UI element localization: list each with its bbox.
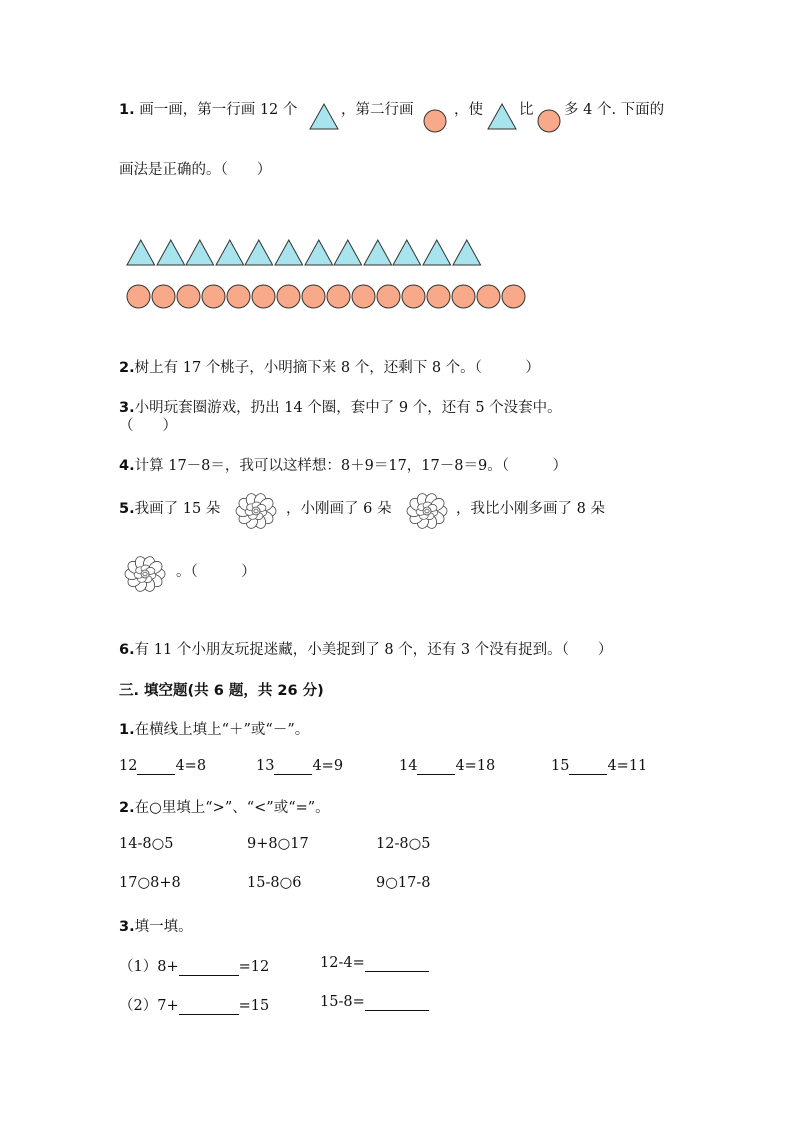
fill-question-3 — [119, 915, 193, 936]
triangle-icon — [185, 239, 215, 265]
answer-blank[interactable] — [179, 959, 239, 976]
question-5-text-a: 我画了 15 朵 — [134, 501, 221, 517]
fill-item — [320, 955, 429, 972]
circle-icon — [423, 109, 447, 133]
answer-blank[interactable] — [179, 998, 239, 1015]
fill-item — [320, 994, 429, 1011]
triangle-icon — [392, 239, 422, 265]
compare-item[interactable]: 17○8+8 — [119, 875, 181, 891]
triangle-icon — [333, 239, 363, 265]
blank-equation — [256, 758, 343, 775]
question-number: 4. — [119, 458, 135, 474]
equation-right: 4=9 — [312, 758, 344, 774]
question-6-text: 有 11 个小朋友玩捉迷藏，小美捉到了 8 个，还有 3 个没有捉到。（ ） — [134, 642, 613, 658]
compare-item[interactable]: 14-8○5 — [119, 836, 174, 852]
circle-icon — [476, 284, 501, 309]
circle-icon — [537, 109, 561, 133]
circle-icon — [251, 284, 276, 309]
fill-item — [119, 955, 269, 976]
equation-right: 4=11 — [607, 758, 648, 774]
fill-item-after: =15 — [238, 998, 270, 1014]
question-4-text: 计算 17－8＝，我可以这样想：8＋9＝17，17－8＝9。（ ） — [134, 458, 567, 474]
blank-equation — [119, 758, 206, 775]
fill-item-label: （1）8+ — [119, 959, 179, 975]
question-1-text-c: ，使 — [454, 102, 483, 118]
question-3-paren: （ ） — [119, 418, 177, 434]
circle-icon — [176, 284, 201, 309]
blank-equation — [399, 758, 495, 775]
question-4 — [119, 454, 567, 475]
answer-blank[interactable] — [274, 758, 312, 775]
fill-item — [119, 994, 269, 1015]
question-2-text: 树上有 17 个桃子，小明摘下来 8 个，还剩下 8 个。（ ） — [134, 360, 540, 376]
triangle-icon — [487, 103, 517, 130]
circle-icon — [401, 284, 426, 309]
triangle-icon — [126, 239, 156, 265]
blank-equation — [551, 758, 647, 775]
question-number: 3. — [119, 919, 135, 935]
compare-item[interactable]: 15-8○6 — [247, 875, 302, 891]
circle-icon — [501, 284, 526, 309]
circle-icon — [326, 284, 351, 309]
circle-icon — [426, 284, 451, 309]
answer-blank[interactable] — [569, 758, 607, 775]
triangle-icon — [422, 239, 452, 265]
compare-item[interactable]: 9+8○17 — [247, 836, 309, 852]
equation-left: 13 — [256, 758, 275, 774]
question-1-line-1 — [119, 98, 297, 119]
triangle-icon — [274, 239, 304, 265]
fill-item-right: 15-8= — [320, 994, 365, 1010]
question-number: 2. — [119, 360, 135, 376]
question-6 — [119, 638, 612, 659]
fill-question-3-text: 填一填。 — [134, 919, 193, 935]
circle-icon — [451, 284, 476, 309]
circle-row — [126, 284, 526, 309]
circle-icon — [301, 284, 326, 309]
equation-left: 15 — [551, 758, 570, 774]
triangle-icon — [156, 239, 186, 265]
question-5-text-c: ，我比小刚多画了 8 朵 — [456, 501, 605, 517]
question-1-text-e: 多 4 个. 下面的 — [564, 102, 665, 118]
question-1-text-b: ，第二行画 — [341, 102, 414, 118]
compare-item[interactable]: 9○17-8 — [376, 875, 431, 891]
triangle-icon — [452, 239, 482, 265]
question-3 — [119, 396, 562, 417]
circle-icon — [276, 284, 301, 309]
circle-icon — [351, 284, 376, 309]
compare-item[interactable]: 12-8○5 — [376, 836, 431, 852]
question-number: 1. — [119, 102, 135, 118]
question-1-text-a: 画一画，第一行画 12 个 — [139, 102, 298, 118]
fill-question-1 — [119, 718, 309, 739]
triangle-icon — [304, 239, 334, 265]
question-1-line-2: 画法是正确的。（ ） — [119, 162, 272, 178]
fill-question-1-text: 在横线上填上“＋”或“－”。 — [134, 722, 310, 738]
question-5-line-2: 。（ ） — [176, 564, 256, 580]
triangle-icon — [309, 103, 339, 130]
answer-blank[interactable] — [137, 758, 175, 775]
question-number: 6. — [119, 642, 135, 658]
circle-icon — [201, 284, 226, 309]
circle-icon — [126, 284, 151, 309]
answer-blank[interactable] — [365, 994, 429, 1011]
equation-left: 14 — [399, 758, 418, 774]
fill-question-2 — [119, 796, 330, 817]
triangle-row — [126, 239, 481, 265]
answer-blank[interactable] — [417, 758, 455, 775]
circle-icon — [151, 284, 176, 309]
flower-icon — [232, 490, 280, 534]
fill-item-after: =12 — [238, 959, 270, 975]
triangle-icon — [215, 239, 245, 265]
question-3-text: 小明玩套圈游戏，扔出 14 个圈，套中了 9 个，还有 5 个没套中。 — [134, 400, 562, 416]
equation-right: 4=18 — [455, 758, 496, 774]
triangle-icon — [363, 239, 393, 265]
circle-icon — [376, 284, 401, 309]
question-2 — [119, 356, 540, 377]
equation-right: 4=8 — [175, 758, 207, 774]
fill-item-label: （2）7+ — [119, 998, 179, 1014]
fill-question-2-text: 在○里填上“>”、“<”或“=”。 — [134, 800, 330, 816]
question-5-text-b: ，小刚画了 6 朵 — [286, 501, 392, 517]
question-number: 1. — [119, 722, 135, 738]
equation-left: 12 — [119, 758, 138, 774]
circle-icon — [226, 284, 251, 309]
question-5-line-1 — [119, 497, 220, 518]
fill-item-right: 12-4= — [320, 955, 365, 971]
question-number: 3. — [119, 400, 135, 416]
question-number: 2. — [119, 800, 135, 816]
triangle-icon — [244, 239, 274, 265]
answer-blank[interactable] — [365, 955, 429, 972]
flower-icon — [121, 553, 169, 597]
question-1-text-d: 比 — [519, 102, 534, 118]
question-number: 5. — [119, 501, 135, 517]
section-3-title: 三. 填空题(共 6 题，共 26 分) — [119, 683, 324, 699]
flower-icon — [403, 490, 451, 534]
